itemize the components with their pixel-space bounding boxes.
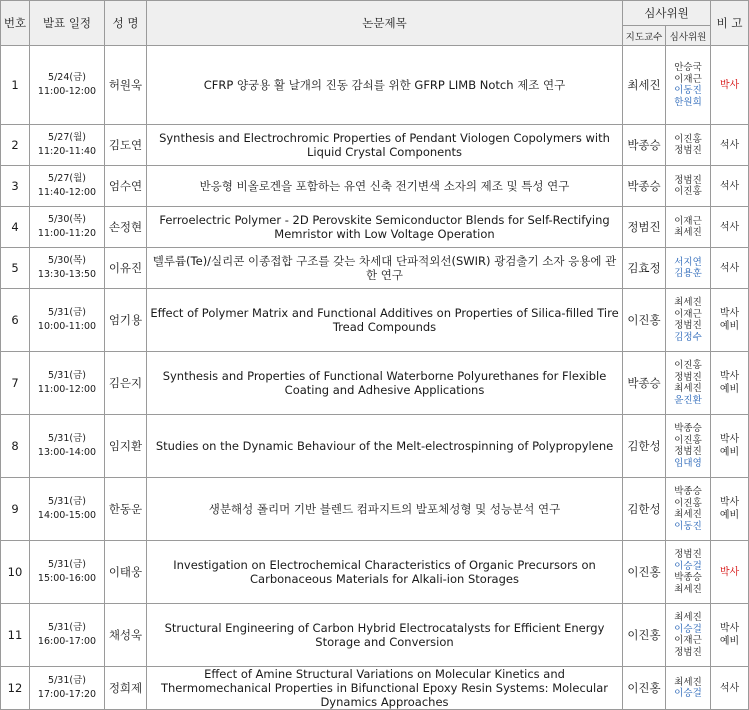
remarks-cell [711,352,749,415]
reviewer-name: 이재근 [674,73,702,85]
reviewer-name: 정범진 [674,371,702,383]
remarks-cell [711,667,749,710]
reviewer-name: 정범진 [674,446,702,457]
reviewer-name: 이승걸 [674,688,702,699]
thesis-title: Effect of Amine Structural Variations on Molecular Kinetics and Thermomechanical Properties in Bifunctional Epoxy Resin Systems: Molecular Dynamics Approaches [147,667,623,710]
schedule-cell [30,541,105,604]
reviewer-name: 안승국 [674,62,702,73]
schedule-time: 17:00-17:20 [37,689,97,700]
advisor-name: 이진홍 [623,541,666,604]
schedule-cell [30,352,105,415]
advisor-name: 정범진 [623,207,666,248]
schedule-cell [30,667,105,710]
schedule-date: 5/24(금) [48,72,86,83]
row-number: 3 [1,166,30,207]
thesis-title: Synthesis and Electrochromic Properties of Pendant Viologen Copolymers with Liquid Crystal Components [147,125,623,166]
degree-badge: 박사 [719,497,740,508]
reviewer-name: 서지연 [674,256,702,268]
reviewer-name: 최세진 [674,509,702,520]
student-name: 엄수연 [105,166,147,207]
reviewer-name: 박종승 [674,572,702,583]
row-number: 4 [1,207,30,248]
thesis-title: Structural Engineering of Carbon Hybrid Electrocatalysts for Efficient Energy Storage and Conversion [147,604,623,667]
schedule-date: 5/31(금) [48,370,86,381]
reviewer-name: 이진홍 [674,133,702,145]
schedule-cell [30,289,105,352]
reviewer-name: 이승걸 [674,623,702,635]
row-number: 10 [1,541,30,604]
table-row [1,166,749,207]
schedule-time: 11:20-11:40 [37,146,97,157]
reviewer-name: 최세진 [674,676,702,688]
advisor-name: 이진홍 [623,667,666,710]
table-row [1,46,749,125]
remarks-cell [711,125,749,166]
table-row [1,289,749,352]
schedule-cell [30,604,105,667]
remarks-cell [711,415,749,478]
student-name: 이유진 [105,248,147,289]
thesis-title: 텔루륨(Te)/실리콘 이종접합 구조를 갖는 차세대 단파적외선(SWIR) 광검출기 소자 응용에 관한 연구 [147,248,623,289]
student-name: 이태웅 [105,541,147,604]
reviewer-name: 최세진 [674,583,702,595]
advisor-name: 김효정 [623,248,666,289]
schedule-date: 5/30(목) [48,255,86,266]
degree-badge: 석사 [719,262,740,274]
student-name: 채성욱 [105,604,147,667]
reviewer-list [666,166,711,207]
reviewer-name: 한원희 [674,96,702,108]
reviewer-name: 이동진 [674,520,702,532]
degree-badge: 박사 [719,371,740,382]
reviewer-list [666,248,711,289]
schedule-date: 5/31(금) [48,622,86,633]
thesis-title: CFRP 양궁용 활 날개의 진동 감쇠를 위한 GFRP LIMB Notch 제조 연구 [147,46,623,125]
reviewer-list [666,667,711,710]
thesis-title: Studies on the Dynamic Behaviour of the Melt-electrospinning of Polypropylene [147,415,623,478]
remarks-cell [711,478,749,541]
schedule-cell [30,125,105,166]
table-body [1,46,749,710]
reviewer-name: 이동진 [674,85,702,96]
degree-badge: 석사 [719,221,740,233]
reviewer-list [666,415,711,478]
schedule-time: 11:00-12:00 [37,86,97,97]
degree-badge: 예비 [719,384,740,395]
student-name: 손정현 [105,207,147,248]
reviewer-name: 김용훈 [674,268,702,279]
table-row [1,352,749,415]
reviewer-name: 김정수 [674,331,702,343]
reviewer-name: 이진홍 [674,360,702,371]
reviewer-name: 이진홍 [674,434,702,446]
schedule-date: 5/31(금) [48,559,86,570]
reviewer-list [666,125,711,166]
remarks-cell [711,166,749,207]
table-row [1,207,749,248]
row-number: 2 [1,125,30,166]
degree-badge: 석사 [719,180,740,192]
reviewer-list [666,478,711,541]
student-name: 엄기용 [105,289,147,352]
row-number: 7 [1,352,30,415]
header-schedule: 발표 일정 [30,1,105,46]
schedule-cell [30,166,105,207]
remarks-cell [711,541,749,604]
header-committee: 심사위원 [623,1,711,26]
degree-badge: 석사 [719,139,740,151]
row-number: 12 [1,667,30,710]
reviewer-name: 임대영 [674,457,702,469]
degree-badge: 박사 [719,623,740,634]
row-number: 9 [1,478,30,541]
schedule-time: 11:00-12:00 [37,384,97,395]
reviewer-name: 이재근 [674,635,702,646]
reviewer-list [666,289,711,352]
degree-badge: 박사 [719,434,740,445]
header-no: 번호 [1,1,30,46]
schedule-date: 5/31(금) [48,433,86,444]
schedule-date: 5/31(금) [48,307,86,318]
schedule-cell [30,46,105,125]
table-row [1,248,749,289]
row-number: 1 [1,46,30,125]
schedule-time: 11:00-11:20 [37,228,97,239]
reviewer-name: 정범진 [674,145,702,156]
student-name: 정희제 [105,667,147,710]
reviewer-name: 이승걸 [674,560,702,572]
reviewer-list [666,604,711,667]
thesis-title: Effect of Polymer Matrix and Functional Additives on Properties of Silica-filled Tire Tread Compounds [147,289,623,352]
schedule-time: 14:00-15:00 [37,510,97,521]
reviewer-name: 최세진 [674,297,702,308]
degree-badge: 예비 [719,510,740,521]
reviewer-list [666,541,711,604]
row-number: 11 [1,604,30,667]
reviewer-name: 정범진 [674,320,702,331]
remarks-cell [711,248,749,289]
schedule-time: 11:40-12:00 [37,187,97,198]
thesis-title: 반응형 비올로겐을 포함하는 유연 신축 전기변색 소자의 제조 및 특성 연구 [147,166,623,207]
row-number: 8 [1,415,30,478]
schedule-cell [30,207,105,248]
thesis-title: 생분해성 폴리머 기반 블렌드 컴파지트의 발포체성형 및 성능분석 연구 [147,478,623,541]
reviewer-name: 박종승 [674,486,702,497]
header-remarks: 비 고 [711,1,749,46]
advisor-name: 박종승 [623,125,666,166]
reviewer-name: 정범진 [674,646,702,658]
remarks-cell [711,604,749,667]
degree-badge: 석사 [719,682,740,694]
schedule-cell [30,478,105,541]
degree-badge: 박사 [719,308,740,319]
schedule-time: 10:00-11:00 [37,321,97,332]
student-name: 허원욱 [105,46,147,125]
student-name: 한동운 [105,478,147,541]
schedule-time: 16:00-17:00 [37,636,97,647]
reviewer-name: 이재근 [674,215,702,227]
reviewer-name: 최세진 [674,227,702,238]
table-row [1,604,749,667]
schedule-date: 5/31(금) [48,675,86,686]
reviewer-name: 윤진환 [674,394,702,406]
thesis-title: Ferroelectric Polymer - 2D Perovskite Semiconductor Blends for Self-Rectifying Memristor with Low Voltage Operation [147,207,623,248]
table-row [1,125,749,166]
thesis-title: Synthesis and Properties of Functional Waterborne Polyurethanes for Flexible Coating and Adhesive Applications [147,352,623,415]
remarks-cell [711,46,749,125]
reviewer-name: 박종승 [674,423,702,434]
reviewer-list [666,207,711,248]
reviewer-name: 이진홍 [674,497,702,509]
schedule-date: 5/27(월) [48,173,86,184]
reviewer-list [666,46,711,125]
row-number: 6 [1,289,30,352]
advisor-name: 이진홍 [623,289,666,352]
degree-badge: 예비 [719,447,740,458]
table-row [1,667,749,710]
schedule-time: 13:30-13:50 [37,269,97,280]
student-name: 김은지 [105,352,147,415]
header-title: 논문제목 [147,1,623,46]
reviewer-name: 최세진 [674,612,702,623]
advisor-name: 박종승 [623,352,666,415]
student-name: 김도연 [105,125,147,166]
header-name: 성 명 [105,1,147,46]
reviewer-name: 이재근 [674,308,702,320]
thesis-title: Investigation on Electrochemical Characteristics of Organic Precursors on Carbonaceous Materials for Alkali-ion Storages [147,541,623,604]
degree-badge: 예비 [719,321,740,332]
table-row [1,541,749,604]
reviewer-name: 이진홍 [674,186,702,197]
remarks-cell [711,289,749,352]
schedule-time: 13:00-14:00 [37,447,97,458]
schedule-cell [30,415,105,478]
advisor-name: 최세진 [623,46,666,125]
degree-badge: 박사 [719,566,740,578]
schedule-cell [30,248,105,289]
degree-badge: 예비 [719,636,740,647]
advisor-name: 이진홍 [623,604,666,667]
degree-badge: 박사 [719,79,740,91]
schedule-date: 5/30(목) [48,214,86,225]
advisor-name: 박종승 [623,166,666,207]
table-row [1,478,749,541]
header-advisor: 지도교수 [623,26,666,46]
reviewer-name: 최세진 [674,383,702,394]
remarks-cell [711,207,749,248]
schedule-date: 5/27(월) [48,132,86,143]
table-row [1,415,749,478]
header-reviewers: 심사위원 [666,26,711,46]
row-number: 5 [1,248,30,289]
advisor-name: 김한성 [623,478,666,541]
reviewer-name: 정범진 [674,549,702,560]
schedule-date: 5/31(금) [48,496,86,507]
advisor-name: 김한성 [623,415,666,478]
student-name: 임지환 [105,415,147,478]
reviewer-name: 정범진 [674,174,702,186]
reviewer-list [666,352,711,415]
schedule-time: 15:00-16:00 [37,573,97,584]
